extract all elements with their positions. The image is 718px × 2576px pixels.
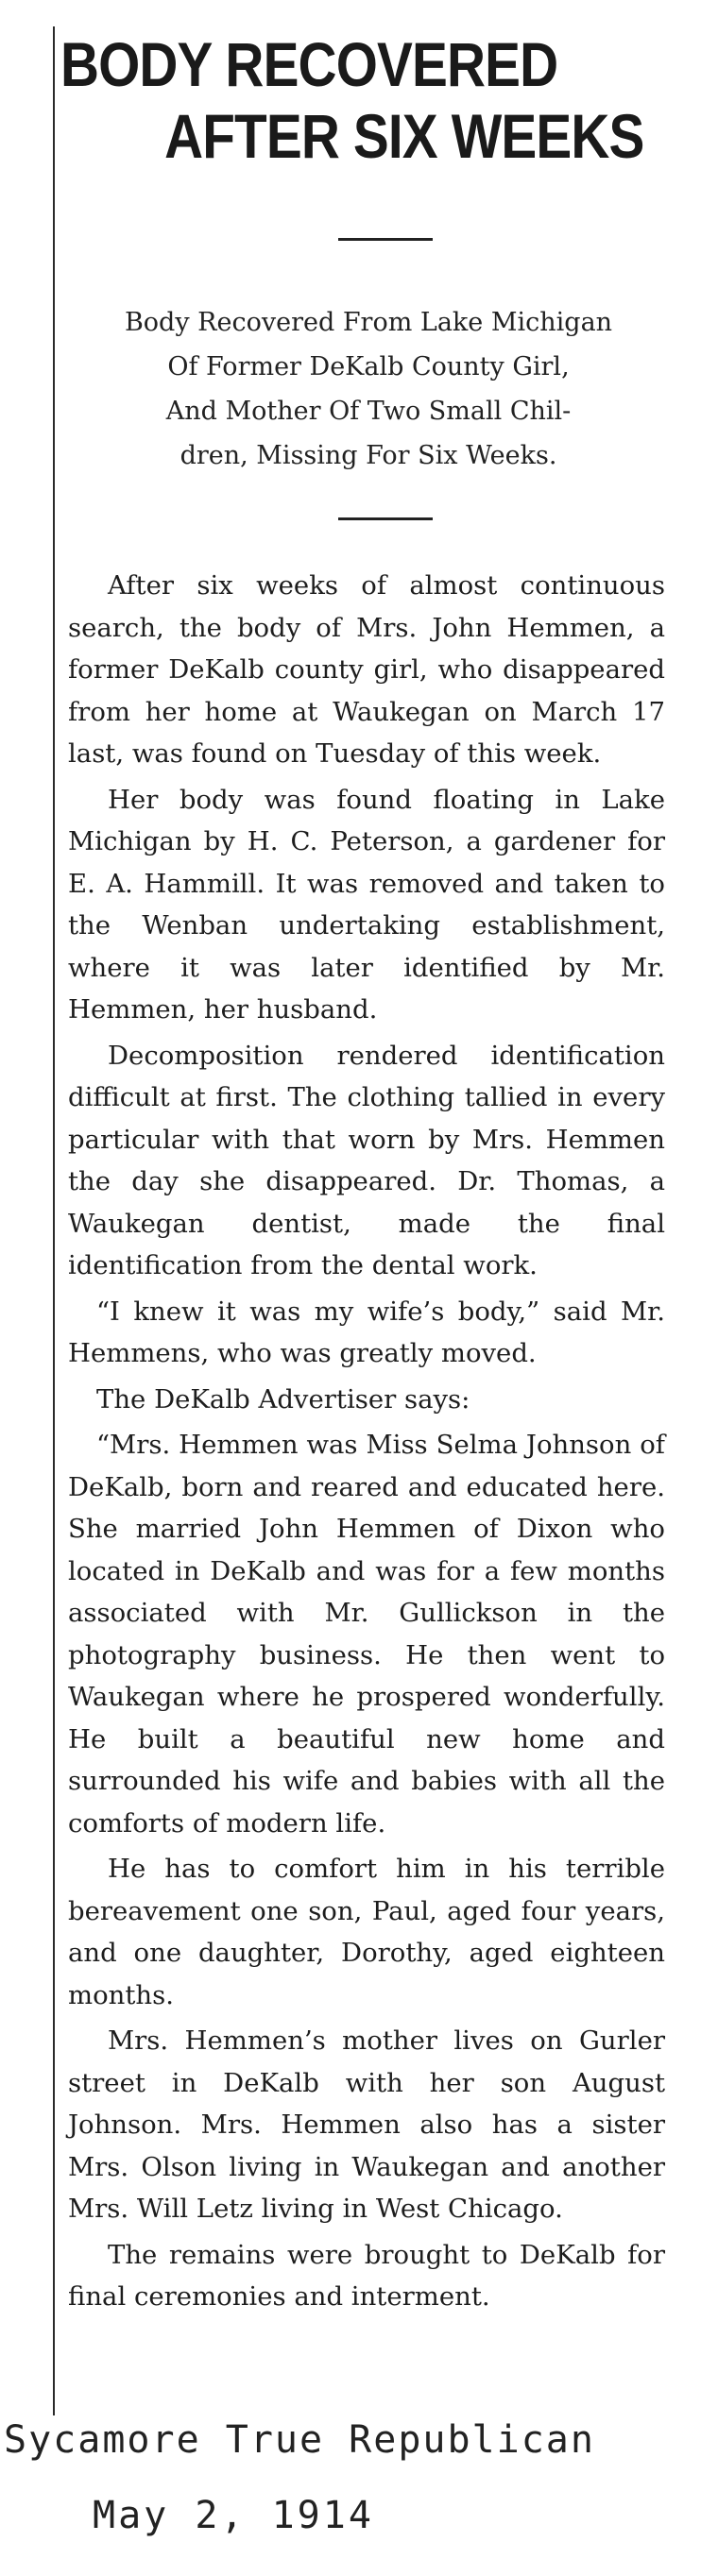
deck-line: dren, Missing For Six Weeks. xyxy=(180,441,557,470)
article-paragraph: “I knew it was my wife’s body,” said Mr. Hemmens, who was greatly moved. xyxy=(68,1296,665,1368)
deck-line: Of Former DeKalb County Girl, xyxy=(167,352,570,381)
article-paragraph: Her body was found floating in Lake Michigan by H. C. Peterson, a gardener for E. A. Hammill. It was removed and taken to the Wenban undertaking establishment, where it was later identified by Mr. Hemmen, her husband. xyxy=(68,784,665,1025)
article-paragraph: The remains were brought to DeKalb for final ceremonies and interment. xyxy=(68,2239,665,2312)
subheadline-deck xyxy=(68,300,669,478)
headline-divider xyxy=(338,238,433,241)
article-body xyxy=(68,565,665,2322)
deck-line: Body Recovered From Lake Michigan xyxy=(124,308,613,337)
source-date: May 2, 1914 xyxy=(93,2494,374,2537)
article-paragraph: He has to comfort him in his terrible bereavement one son, Paul, aged four years, and one daughter, Dorothy, aged eighteen months. xyxy=(68,1854,665,2010)
headline-line-2: AFTER SIX WEEKS xyxy=(164,101,644,171)
source-publication: Sycamore True Republican xyxy=(4,2418,595,2462)
article-paragraph: Mrs. Hemmen’s mother lives on Gurler street in DeKalb with her son August Johnson. Mrs. Hemmen also has a sister Mrs. Olson living in Waukegan and another Mrs. Will Letz living in West Chicago. xyxy=(68,2025,665,2224)
deck-divider xyxy=(338,517,433,520)
newspaper-clipping xyxy=(53,26,669,2415)
headline-line-1: BODY RECOVERED xyxy=(60,29,558,99)
headline xyxy=(60,28,644,172)
article-paragraph: The DeKalb Advertiser says: xyxy=(96,1383,470,1415)
article-paragraph: “Mrs. Hemmen was Miss Selma Johnson of DeKalb, born and reared and educated here. She married John Hemmen of Dixon who located in DeKalb and was for a few months associated with Mr. Gullickson in the photography business. He then went to Waukegan where he prospered wonderfully. He built a beautiful new home and surrounded his wife and babies with all the comforts of modern life. xyxy=(68,1430,665,1839)
deck-line: And Mother Of Two Small Chil- xyxy=(165,397,572,426)
article-paragraph: Decomposition rendered identification difficult at first. The clothing tallied in every particular with that worn by Mrs. Hemmen the day she disappeared. Dr. Thomas, a Waukegan dentist, made the final identification from the dental work. xyxy=(68,1040,665,1280)
article-paragraph: After six weeks of almost continuous search, the body of Mrs. John Hemmen, a former DeKalb county girl, who disappeared from her home at Waukegan on March 17 last, was found on Tuesday of this week. xyxy=(68,570,665,769)
